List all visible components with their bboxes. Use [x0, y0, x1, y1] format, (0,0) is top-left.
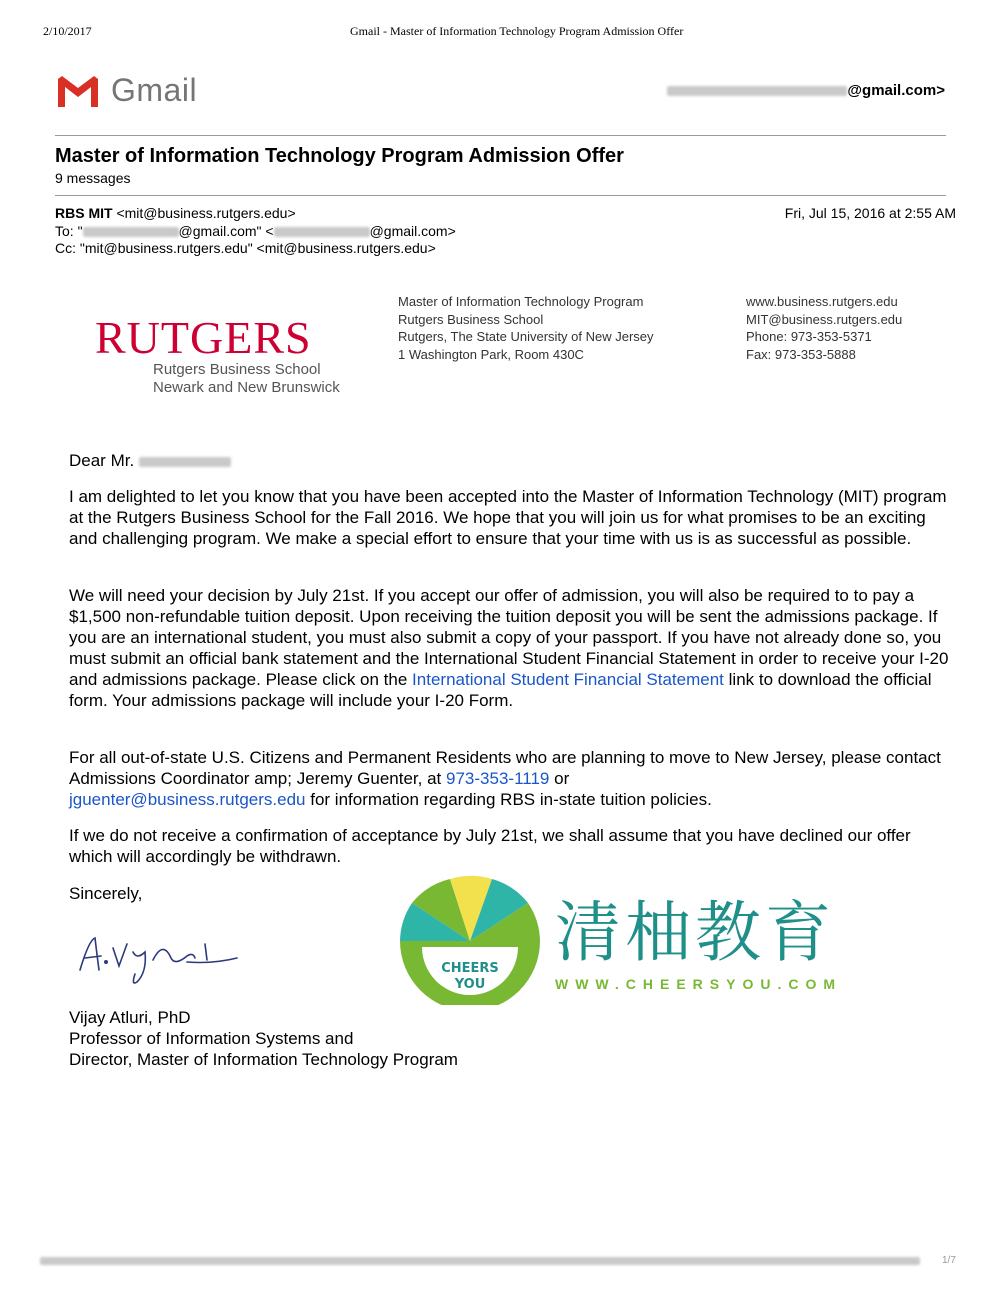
cheers-badge-text-1: CHEERS: [441, 961, 499, 976]
redacted-recipient-name: [139, 457, 231, 467]
cheersyou-chinese-name: 清柚教育: [555, 894, 835, 971]
handwritten-signature: [75, 930, 255, 990]
gmail-m-icon: [55, 73, 101, 109]
redacted-to-1: [83, 227, 179, 237]
message-to: To: " @gmail.com" < @gmail.com>: [55, 223, 456, 239]
divider-top: [55, 135, 946, 136]
redacted-footer-url: [40, 1257, 920, 1265]
contact-email: MIT@business.rutgers.edu: [746, 311, 903, 327]
gmail-wordmark: Gmail: [111, 72, 198, 108]
gmail-logo: [55, 72, 197, 109]
address-line: Rutgers Business School: [398, 311, 544, 327]
print-date: 2/10/2017: [43, 24, 92, 38]
paragraph-decision: We will need your decision by July 21st. If you accept our offer of admission, you will also be required to to pay a $1,500 non-refundable tuition deposit. Upon receiving the tuition deposit you will be sent the admissions package. If you are an international student, you must also submit a copy of your passport. If you have not already done so, you must submit an official bank statement and the International Student Financial Statement in order to receive your I-20 and admissions package. Please click on the International Student Financial Statement link to download the official form. Your admissions package will include your I-20 Form.: [69, 586, 949, 710]
signer-name: Vijay Atluri, PhD: [69, 1008, 191, 1027]
paragraph-out-of-state: For all out-of-state U.S. Citizens and Permanent Residents who are planning to move to New Jersey, please contact Admissions Coordinator amp; Jeremy Guenter, at 973-353-1119 or jguenter@business.rutgers.edu for information regarding RBS in-state tuition policies.: [69, 748, 941, 809]
closing: Sincerely,: [69, 884, 143, 903]
cheersyou-url: WWW.CHEERSYOU.COM: [555, 976, 842, 992]
cheers-badge-text-2: YOU: [454, 977, 486, 992]
email-link[interactable]: jguenter@business.rutgers.edu: [69, 790, 306, 809]
paragraph-deadline: If we do not receive a confirmation of acceptance by July 21st, we shall assume that you have declined our offer which will accordingly be withdrawn.: [69, 826, 911, 866]
redacted-to-2: [274, 227, 370, 237]
thread-subject: Master of Information Technology Program Admission Offer: [55, 145, 624, 167]
redacted-account-name: [667, 86, 847, 96]
address-line: Master of Information Technology Program: [398, 294, 644, 309]
rutgers-logo: [95, 312, 340, 397]
sender-email: <mit@business.rutgers.edu>: [116, 205, 296, 221]
message-count: 9 messages: [55, 170, 131, 186]
cheersyou-citrus-logo: [400, 875, 540, 1005]
message-from: [55, 205, 296, 221]
signer-title-1: Professor of Information Systems and: [69, 1029, 354, 1048]
salutation: Dear Mr.: [69, 450, 949, 471]
phone-link[interactable]: 973-353-1119: [446, 769, 550, 788]
message-date: Fri, Jul 15, 2016 at 2:55 AM: [784, 205, 956, 221]
sender-name: RBS MIT: [55, 205, 113, 221]
account-email: @gmail.com>: [667, 82, 945, 99]
contact-phone: Phone: 973-353-5371: [746, 329, 872, 344]
letterhead-address: [398, 293, 654, 363]
contact-fax: Fax: 973-353-5888: [746, 346, 856, 362]
print-title: Gmail - Master of Information Technology Program Admission Offer: [350, 24, 684, 38]
signer-title-2: Director, Master of Information Technology Program: [69, 1050, 458, 1069]
cheersyou-wordmark: [555, 894, 842, 992]
financial-statement-link[interactable]: International Student Financial Statement: [412, 670, 724, 689]
rutgers-wordmark: RUTGERS: [95, 312, 312, 363]
divider-thread: [55, 195, 946, 196]
paragraph-acceptance: I am delighted to let you know that you have been accepted into the Master of Information Technology (MIT) program at the Rutgers Business School for the Fall 2016. We hope that you will join us for what promises to be an exciting and challenging program. We make a special effort to ensure that your time with us is as successful as possible.: [69, 487, 947, 548]
rutgers-logo-sub-1: Rutgers Business School: [153, 361, 321, 378]
letterhead-contact: [746, 293, 902, 363]
page-number: 1/7: [942, 1255, 956, 1266]
address-line: Rutgers, The State University of New Jersey: [398, 329, 654, 344]
address-line: 1 Washington Park, Room 430C: [398, 346, 584, 362]
message-cc: Cc: "mit@business.rutgers.edu" <mit@business.rutgers.edu>: [55, 240, 436, 256]
rutgers-logo-sub-2: Newark and New Brunswick: [153, 379, 340, 396]
contact-website: www.business.rutgers.edu: [746, 294, 898, 309]
